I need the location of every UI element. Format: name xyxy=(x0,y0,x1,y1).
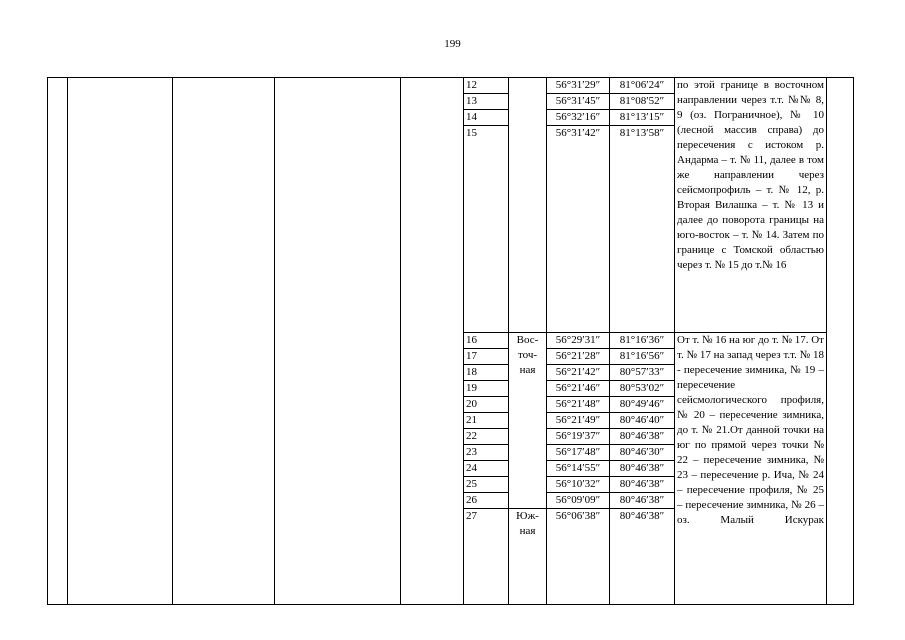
description-block-1-text: по этой границе в восточном направлении через т.т. №№ 8, 9 (оз. Пограничное), № 10 (лесной массив справа) до пересечения с истоком р. Андарма – т. № 11, далее в том же направлении через сейсмопрофиль – т. № 12, р. Вторая Вилашка – т. № 13 и далее до поворота границы на юго-восток – т. № 14. Затем по границе с Томской областью xyxy=(677,79,824,256)
boundary-coordinates-table xyxy=(47,77,854,605)
longitude-cell: 80°46′38″ xyxy=(610,477,675,493)
direction-south-label: Юж- ная xyxy=(516,510,539,537)
point-number-cell: 16 xyxy=(464,333,509,349)
empty-column-1 xyxy=(48,78,68,605)
point-number-cell: 21 xyxy=(464,413,509,429)
longitude-cell: 80°46′30″ xyxy=(610,445,675,461)
point-number-cell: 22 xyxy=(464,429,509,445)
empty-column-last xyxy=(827,78,854,605)
point-number-cell: 14 xyxy=(464,110,509,126)
longitude-cell: 80°46′38″ xyxy=(610,509,675,605)
empty-column-5 xyxy=(401,78,464,605)
latitude-cell: 56°21′28″ xyxy=(547,349,610,365)
latitude-cell: 56°29′31″ xyxy=(547,333,610,349)
longitude-cell: 80°46′38″ xyxy=(610,493,675,509)
point-number-cell: 18 xyxy=(464,365,509,381)
direction-east-label: Вос- точ- ная xyxy=(516,334,539,376)
description-block-1-last-line: через т. № 15 до т.№ 16 xyxy=(677,259,787,271)
longitude-cell: 80°46′38″ xyxy=(610,429,675,445)
longitude-cell: 80°46′38″ xyxy=(610,461,675,477)
direction-south-cell xyxy=(509,509,547,605)
point-number-cell: 12 xyxy=(464,78,509,94)
latitude-cell: 56°31′42″ xyxy=(547,126,610,333)
latitude-cell: 56°21′48″ xyxy=(547,397,610,413)
point-number-cell: 20 xyxy=(464,397,509,413)
latitude-cell: 56°06′38″ xyxy=(547,509,610,605)
point-number-cell: 25 xyxy=(464,477,509,493)
empty-column-3 xyxy=(173,78,275,605)
point-number-cell: 23 xyxy=(464,445,509,461)
longitude-cell: 80°46′40″ xyxy=(610,413,675,429)
latitude-cell: 56°10′32″ xyxy=(547,477,610,493)
point-number-cell: 15 xyxy=(464,126,509,333)
latitude-cell: 56°21′42″ xyxy=(547,365,610,381)
longitude-cell: 81°13′58″ xyxy=(610,126,675,333)
longitude-cell: 80°49′46″ xyxy=(610,397,675,413)
latitude-cell: 56°31′45″ xyxy=(547,94,610,110)
point-number-cell: 26 xyxy=(464,493,509,509)
latitude-cell: 56°19′37″ xyxy=(547,429,610,445)
point-number-cell: 19 xyxy=(464,381,509,397)
empty-column-4 xyxy=(275,78,401,605)
page-number: 199 xyxy=(444,38,461,50)
latitude-cell: 56°17′48″ xyxy=(547,445,610,461)
point-number-cell: 27 xyxy=(464,509,509,605)
longitude-cell: 81°13′15″ xyxy=(610,110,675,126)
latitude-cell: 56°21′46″ xyxy=(547,381,610,397)
latitude-cell: 56°32′16″ xyxy=(547,110,610,126)
latitude-cell: 56°21′49″ xyxy=(547,413,610,429)
latitude-cell: 56°31′29″ xyxy=(547,78,610,94)
longitude-cell: 80°53′02″ xyxy=(610,381,675,397)
longitude-cell: 81°08′52″ xyxy=(610,94,675,110)
longitude-cell: 81°16′56″ xyxy=(610,349,675,365)
direction-cell-north xyxy=(509,78,547,333)
latitude-cell: 56°09′09″ xyxy=(547,493,610,509)
direction-east-cell xyxy=(509,333,547,509)
point-number-cell: 24 xyxy=(464,461,509,477)
longitude-cell: 81°06′24″ xyxy=(610,78,675,94)
point-number-cell: 17 xyxy=(464,349,509,365)
latitude-cell: 56°14′55″ xyxy=(547,461,610,477)
description-block-1 xyxy=(675,78,827,333)
longitude-cell: 80°57′33″ xyxy=(610,365,675,381)
description-block-2-text: От т. № 16 на юг до т. № 17. От т. № 17 на запад через т.т. № 18 - пересечение зимника, № 19 – пересечение сейсмологического профиля, № 20 – пересечение зимника, до т. № 21.От данной точки на юг по прямой через точки № 22 – пересечение зимника, № 23 – пересечение р. Ича, № 24 – пересечение профиля, № 25 – пересечение зимника, № 26 – оз. Малый Искурак xyxy=(677,334,824,526)
longitude-cell: 81°16′36″ xyxy=(610,333,675,349)
point-number-cell: 13 xyxy=(464,94,509,110)
description-block-2 xyxy=(675,333,827,605)
empty-column-2 xyxy=(68,78,173,605)
